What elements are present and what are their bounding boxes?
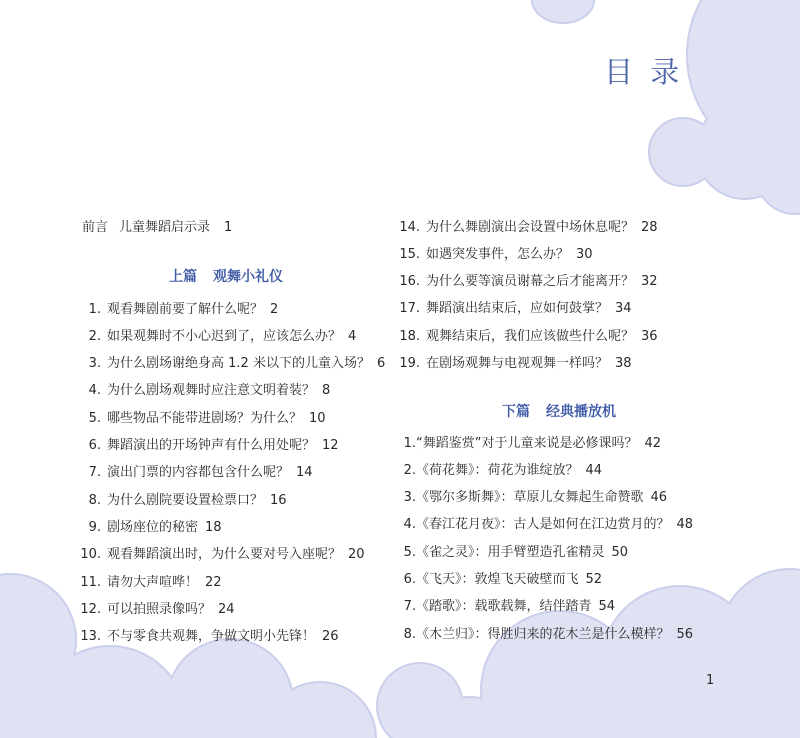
entry-title: 《踏歌》：载歌载舞，结伴踏青 [416, 599, 592, 615]
toc-entry [396, 621, 693, 648]
entry-number: 6. [403, 572, 416, 588]
toc-entry [396, 539, 693, 566]
entry-number: 6. [88, 438, 101, 454]
entry-title: 舞蹈演出的开场钟声有什么用处呢？ [107, 438, 316, 454]
entry-number: 19. [399, 356, 420, 372]
part2-entry-list [396, 430, 693, 649]
entry-page-number: 36 [641, 328, 658, 344]
entry-title: 如遇突发事件，怎么办？ [426, 246, 570, 262]
part1-entry-list-left [78, 296, 385, 651]
entry-page-number: 48 [676, 517, 694, 533]
entry-page-number: 16 [270, 492, 287, 508]
entry-number: 1. [88, 301, 101, 317]
entry-page-number: 24 [218, 602, 235, 618]
page-number: 1 [706, 673, 715, 688]
entry-page-number: 52 [585, 572, 603, 588]
toc-title: 目 录 [604, 55, 684, 89]
toc-entry [396, 511, 693, 538]
toc-entry [396, 295, 658, 322]
entry-title: “舞蹈鉴赏”对于儿童来说是必修课吗？ [416, 435, 638, 451]
entry-page-number: 22 [205, 574, 222, 590]
entry-number: 5. [403, 544, 416, 560]
entry-number: 12. [80, 602, 101, 618]
entry-number: 17. [399, 301, 420, 317]
entry-number: 15. [399, 246, 420, 262]
toc-entry [396, 214, 658, 241]
entry-number: 8. [403, 626, 416, 642]
part1-entry-list-right [396, 214, 658, 378]
toc-entry [78, 541, 385, 568]
entry-number: 2. [88, 328, 101, 344]
entry-title: 《雀之灵》：用手臂塑造孔雀精灵 [416, 544, 605, 560]
entry-page-number: 42 [644, 435, 662, 451]
toc-entry [396, 484, 693, 511]
entry-title: 为什么剧院要设置检票口？ [107, 492, 264, 508]
toc-entry [78, 596, 385, 623]
entry-page-number: 6 [376, 356, 386, 372]
entry-title: 观舞结束后，我们应该做些什么呢？ [426, 328, 635, 344]
toc-entry [396, 593, 693, 620]
entry-page-number: 32 [641, 274, 658, 290]
part1-title: 观舞小礼仪 [213, 268, 283, 285]
toc-entry [396, 430, 693, 457]
toc-entry [396, 241, 658, 268]
toc-entry [78, 377, 385, 404]
entry-page-number: 34 [615, 301, 632, 317]
entry-title: 请勿大声喧哗！ [107, 574, 199, 590]
entry-title: 《飞天》：敦煌飞天破壁而飞 [416, 572, 579, 588]
toc-entry [78, 623, 385, 650]
entry-title: 剧场座位的秘密 [107, 520, 199, 536]
entry-number: 8. [88, 492, 101, 508]
toc-entry [78, 323, 385, 350]
entry-title: 为什么剧场谢绝身高 1.2 米以下的儿童入场？ [107, 356, 370, 372]
entry-page-number: 54 [598, 599, 616, 615]
entry-title: 为什么剧场观舞时应注意文明着装？ [107, 383, 316, 399]
part2-heading [400, 399, 718, 426]
entry-number: 14. [399, 219, 420, 235]
entry-number: 7. [88, 465, 101, 481]
entry-number: 5. [88, 410, 101, 426]
entry-title: 不与零食共观舞，争做文明小先锋！ [107, 629, 316, 645]
preface-title: 儿童舞蹈启示录 [119, 220, 211, 235]
toc-entry [78, 350, 385, 377]
part2-title: 经典播放机 [546, 403, 616, 420]
entry-page-number: 56 [676, 626, 694, 642]
preface-entry [82, 214, 232, 241]
toc-entry [78, 487, 385, 514]
entry-page-number: 44 [585, 462, 603, 478]
entry-title: 舞蹈演出结束后，应如何鼓掌？ [426, 301, 609, 317]
entry-title: 《春江花月夜》：古人是如何在江边赏月的？ [416, 517, 670, 533]
entry-number: 2. [403, 462, 416, 478]
entry-title: 为什么舞剧演出会设置中场休息呢？ [426, 219, 635, 235]
part2-label: 下篇 [502, 403, 530, 420]
preface-label: 前言 [82, 220, 109, 235]
toc-entry [78, 459, 385, 486]
entry-number: 18. [399, 328, 420, 344]
entry-page-number: 8 [322, 383, 331, 399]
entry-page-number: 28 [641, 219, 658, 235]
entry-number: 1. [403, 435, 416, 451]
entry-title: 《荷花舞》：荷花为谁绽放？ [416, 462, 579, 478]
entry-page-number: 50 [611, 544, 629, 560]
entry-title: 观看舞蹈演出时，为什么要对号入座呢？ [107, 547, 342, 563]
part1-label: 上篇 [169, 268, 197, 285]
entry-number: 4. [403, 517, 416, 533]
entry-title: 为什么要等演员谢幕之后才能离开？ [426, 274, 635, 290]
entry-page-number: 38 [615, 356, 632, 372]
entry-title: 在剧场观舞与电视观舞一样吗？ [426, 356, 609, 372]
entry-page-number: 4 [348, 328, 357, 344]
entry-number: 10. [80, 547, 101, 563]
entry-title: 《木兰归》：得胜归来的花木兰是什么模样？ [416, 626, 670, 642]
toc-entry [396, 350, 658, 377]
entry-page-number: 30 [576, 246, 593, 262]
entry-number: 3. [403, 490, 416, 506]
entry-page-number: 46 [650, 490, 668, 506]
entry-number: 9. [88, 520, 101, 536]
entry-title: 《鄂尔多斯舞》：草原儿女舞起生命赞歌 [416, 490, 644, 506]
entry-page-number: 2 [270, 301, 279, 317]
entry-page-number: 20 [348, 547, 365, 563]
entry-title: 观看舞剧前要了解什么呢？ [107, 301, 264, 317]
toc-entry [78, 569, 385, 596]
entry-page-number: 10 [309, 410, 326, 426]
entry-number: 11. [80, 574, 101, 590]
entry-page-number: 18 [205, 520, 222, 536]
toc-entry [396, 268, 658, 295]
entry-title: 哪些物品不能带进剧场？为什么？ [107, 410, 303, 426]
toc-entry [78, 296, 385, 323]
entry-number: 3. [88, 356, 101, 372]
entry-number: 7. [403, 599, 416, 615]
toc-entry [78, 405, 385, 432]
toc-entry [396, 566, 693, 593]
entry-number: 4. [88, 383, 101, 399]
part1-heading [82, 264, 370, 291]
entry-title: 如果观舞时不小心迟到了，应该怎么办？ [107, 328, 342, 344]
entry-title: 可以拍照录像吗？ [107, 602, 212, 618]
preface-page-number: 1 [224, 220, 233, 235]
entry-page-number: 14 [296, 465, 313, 481]
entry-number: 13. [80, 629, 101, 645]
toc-entry [78, 432, 385, 459]
entry-number: 16. [399, 274, 420, 290]
entry-page-number: 12 [322, 438, 339, 454]
toc-entry [78, 514, 385, 541]
toc-entry [396, 457, 693, 484]
entry-page-number: 26 [322, 629, 339, 645]
entry-title: 演出门票的内容都包含什么呢？ [107, 465, 290, 481]
toc-entry [396, 323, 658, 350]
